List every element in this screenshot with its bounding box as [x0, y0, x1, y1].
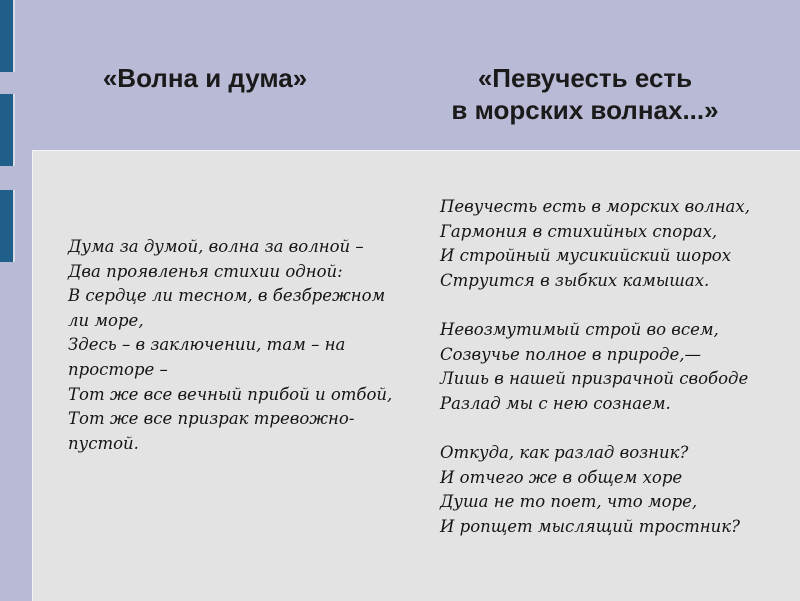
poem-line: Струится в зыбких камышах.: [440, 270, 710, 290]
accent-bar-top: [0, 0, 15, 72]
stanza-break: [440, 416, 790, 441]
poem-line: Невозмутимый строй во всем,: [440, 319, 719, 339]
title-left-text: «Волна и дума»: [102, 63, 308, 93]
accent-bar-middle: [0, 94, 15, 166]
stanza-break: [440, 293, 790, 318]
accent-bar-bottom: [0, 190, 15, 262]
poem-line: Разлад мы с нею сознаем.: [440, 393, 671, 413]
poem-line: И отчего же в общем хоре: [440, 467, 683, 487]
poem-line: пустой.: [68, 433, 139, 453]
poem-line: И ропщет мыслящий тростник?: [440, 516, 740, 536]
poem-melodiousness: [440, 195, 790, 539]
poem-line: Душа не то поет, что море,: [440, 492, 698, 512]
poem-line: просторе –: [68, 359, 168, 379]
title-right-line-2: в морских волнах...»: [451, 95, 719, 125]
poem-line: Лишь в нашей призрачной свободе: [440, 369, 749, 389]
title-wave-and-thought: [60, 62, 350, 94]
poem-line: И стройный мусикийский шорох: [440, 246, 732, 266]
poem-line: Два проявленья стихии одной:: [68, 261, 343, 281]
poem-line: В сердце ли тесном, в безбрежном: [68, 286, 386, 306]
poem-line: Тот же все призрак тревожно-: [68, 409, 355, 429]
poem-line: Созвучье полное в природе,—: [440, 344, 701, 364]
poem-wave-and-thought: [68, 235, 428, 456]
title-melodiousness: [410, 62, 760, 126]
poem-line: Дума за думой, волна за волной –: [68, 237, 364, 256]
poem-line: Певучесть есть в морских волнах,: [440, 197, 750, 216]
poem-line: Здесь – в заключении, там – на: [68, 335, 346, 355]
poem-line: Тот же все вечный прибой и отбой,: [68, 384, 393, 404]
title-right-line-1: «Певучесть есть: [477, 63, 693, 93]
poem-line: Гармония в стихийных спорах,: [440, 221, 718, 241]
poem-line: Откуда, как разлад возник?: [440, 442, 689, 462]
poem-line: ли море,: [68, 310, 144, 330]
